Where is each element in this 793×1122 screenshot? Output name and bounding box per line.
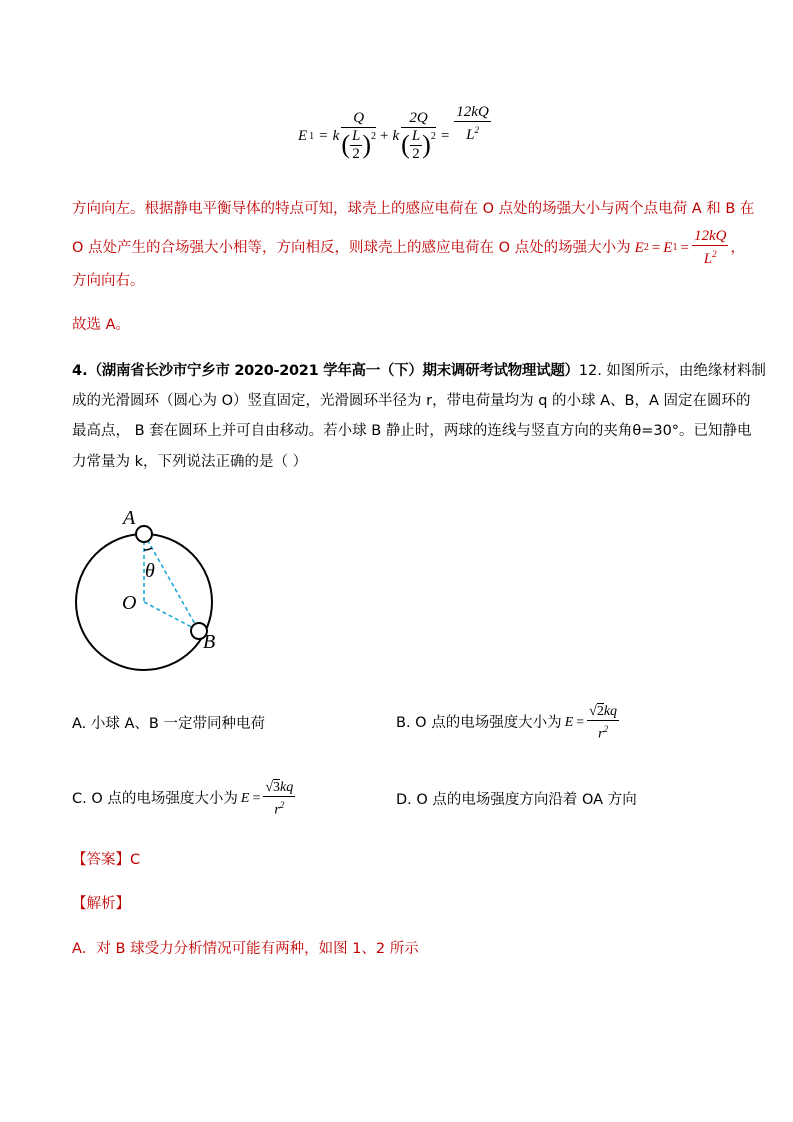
option-b-text: B. O 点的电场强度大小为 bbox=[396, 715, 562, 731]
solution-line-2-end: ， bbox=[730, 240, 745, 256]
analysis-label: 【解析】 bbox=[72, 896, 130, 912]
analysis-line: A．对 B 球受力分析情况可能有两种，如图 1、2 所示 bbox=[72, 941, 419, 957]
formula-e1-lhs-sub: 1 bbox=[309, 130, 315, 142]
option-c-formula: E = $\frac{√3kq}{r^2}$ bbox=[240, 780, 294, 818]
option-c bbox=[72, 779, 295, 819]
formula-e2: E 2 = E 1 = $\frac{12kQ}{L^2}$ bbox=[634, 228, 727, 267]
solution-line-1: 方向向左。根据静电平衡导体的特点可知，球壳上的感应电荷在 O 点处的场强大小与两个点电荷 A 和 B 在 bbox=[72, 201, 755, 217]
formula-e1-k1: k bbox=[332, 127, 340, 144]
formula-e1-result-den: L bbox=[466, 127, 475, 143]
question-number: 4. bbox=[72, 363, 88, 379]
circle-figure bbox=[60, 500, 240, 680]
solution-conclusion: 故选 A。 bbox=[72, 317, 131, 333]
formula-e1-term1-exp: 2 bbox=[371, 130, 376, 142]
formula-e1-term2-den-den: 2 bbox=[412, 145, 420, 162]
formula-e1-term1: Q ( $\frac{L}{2}$ ) $^2$ bbox=[341, 109, 376, 162]
formula-e1-term1-den-den: 2 bbox=[352, 145, 360, 162]
option-c-text: C. O 点的电场强度大小为 bbox=[72, 791, 238, 807]
question-line-1-rest: 12. 如图所示，由绝缘材料制 bbox=[578, 363, 766, 379]
formula-e1-term2: 2Q ( $\frac{L}{2}$ ) $^2$ bbox=[401, 109, 436, 162]
formula-e1-term2-num: 2Q bbox=[401, 110, 436, 128]
formula-e1-result-den-exp: 2 bbox=[474, 125, 479, 135]
option-b bbox=[396, 703, 619, 743]
option-a: A. 小球 A、B 一定带同种电荷 bbox=[72, 716, 265, 732]
formula-e1-lhs: E bbox=[298, 127, 308, 144]
formula-e1-term2-exp: 2 bbox=[430, 130, 436, 142]
label-theta: θ bbox=[145, 560, 155, 582]
solution-line-3: 方向向右。 bbox=[72, 273, 145, 289]
formula-e1-result bbox=[454, 104, 491, 144]
formula-e1-eq: = bbox=[319, 127, 328, 144]
formula-e1-eq2: = bbox=[440, 127, 450, 144]
formula-e1-result-num: 12kQ bbox=[456, 104, 489, 120]
formula-e1 bbox=[298, 104, 491, 168]
option-b-formula: E = $\frac{√2kq}{r^2}$ bbox=[564, 704, 618, 742]
question-line-2: 成的光滑圆环（圆心为 O）竖直固定，光滑圆环半径为 r，带电荷量均为 q 的小球 A、B，A 固定在圆环的 bbox=[72, 393, 751, 409]
angle-arc bbox=[144, 548, 152, 550]
question-line-3: 最高点， B 套在圆环上并可自由移动。若小球 B 静止时，两球的连线与竖直方向的夹角θ=30°。已知静电 bbox=[72, 423, 752, 439]
formula-e1-term1-den-num: L bbox=[351, 127, 361, 144]
label-o: O bbox=[122, 592, 137, 614]
question-source: （湖南省长沙市宁乡市 2020-2021 学年高一（下）期末调研考试物理试题） bbox=[87, 363, 579, 379]
solution-line-2 bbox=[72, 228, 745, 268]
answer-label: 【答案】C bbox=[72, 852, 141, 868]
formula-e1-k2: k bbox=[392, 127, 400, 144]
label-b: B bbox=[203, 631, 216, 653]
ball-a bbox=[136, 526, 152, 542]
solution-line-2-text: O 点处产生的合场强大小相等，方向相反，则球壳上的感应电荷在 O 点处的场强大小为 bbox=[72, 240, 631, 256]
question-line-1 bbox=[72, 361, 766, 381]
question-line-4: 力常量为 k，下列说法正确的是（ ） bbox=[72, 454, 308, 470]
option-d: D. O 点的电场强度方向沿着 OA 方向 bbox=[396, 792, 637, 808]
formula-e1-plus: + bbox=[380, 127, 389, 144]
formula-e1-term2-den-num: L bbox=[411, 127, 421, 144]
label-a: A bbox=[123, 507, 136, 529]
formula-e1-term1-num: Q bbox=[341, 110, 376, 128]
